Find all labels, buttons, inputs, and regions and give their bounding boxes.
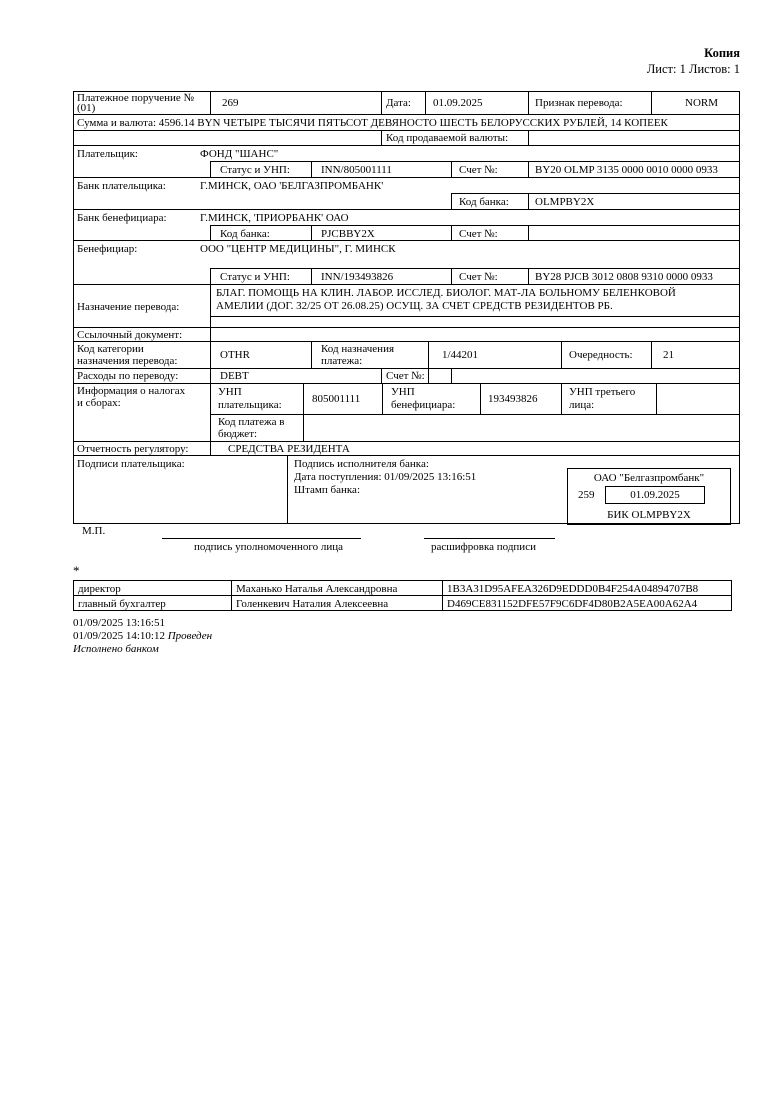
signer-name: Голенкевич Наталия Алексеевна — [232, 596, 443, 611]
payer-name: ФОНД "ШАНС" — [200, 148, 279, 160]
payment-code-value: 1/44201 — [442, 349, 479, 361]
budget-code-label-2: бюджет: — [218, 428, 258, 440]
beneficiary-account: BY28 PJCB 3012 0808 9310 0000 0933 — [535, 271, 713, 283]
date-label: Дата: — [386, 97, 411, 109]
authorized-label: подпись уполномоченного лица — [194, 541, 343, 553]
expenses-label: Расходы по переводу: — [77, 370, 179, 382]
beneficiary-bank-code: PJCBBY2X — [321, 228, 375, 240]
payer-account: BY20 OLMP 3135 0000 0010 0000 0933 — [535, 164, 718, 176]
beneficiary-unp-label-1: УНП — [391, 386, 415, 398]
purpose-line-1: БЛАГ. ПОМОЩЬ НА КЛИН. ЛАБОР. ИССЛЕД. БИОЛОГ. МАТ-ЛА БОЛЬНОМУ БЕЛЕНКОВОЙ — [216, 287, 676, 299]
bank-stamp-label: Штамп банка: — [294, 484, 360, 496]
payer-account-label: Счет №: — [459, 164, 498, 176]
beneficiary-unp-label-2: бенефициара: — [391, 399, 456, 411]
footer-status: Проведен — [167, 630, 213, 642]
order-number: 269 — [222, 97, 239, 109]
beneficiary-status-label: Статус и УНП: — [220, 271, 290, 283]
transfer-sign: NORM — [685, 97, 719, 109]
payer-signatures-label: Подписи плательщика: — [77, 458, 185, 470]
beneficiary-bank: Г.МИНСК, 'ПРИОРБАНК' ОАО — [200, 212, 349, 224]
purpose-label: Назначение перевода: — [77, 301, 180, 313]
transfer-sign-label: Признак перевода: — [535, 97, 623, 109]
payer-bank: Г.МИНСК, ОАО 'БЕЛГАЗПРОМБАНК' — [200, 180, 384, 192]
amount-text: Сумма и валюта: 4596.14 BYN ЧЕТЫРЕ ТЫСЯЧИ ПЯТЬСОТ ДЕВЯНОСТО ШЕСТЬ БЕЛОРУССКИХ РУБЛЕЙ, 14 КОПЕЕК — [77, 117, 668, 129]
footer-status-line — [73, 630, 212, 642]
signer-name: Маханько Наталья Александровна — [232, 581, 443, 596]
authorized-signature-line — [162, 538, 361, 539]
asterisk: * — [73, 563, 80, 578]
ref-doc-label: Ссылочный документ: — [77, 329, 183, 341]
signer-role: директор — [74, 581, 232, 596]
footer-timestamp: 01/09/2025 13:16:51 — [73, 617, 165, 629]
sheet-count: Лист: 1 Листов: 1 — [646, 62, 740, 76]
stamp-bank-name: ОАО "Белгазпромбанк" — [593, 472, 705, 484]
priority-value: 21 — [663, 349, 674, 361]
payment-order-form — [73, 91, 740, 524]
copy-label: Копия — [704, 46, 740, 60]
expenses-account-label: Счет №: — [386, 370, 425, 382]
purpose-line-2: АМЕЛИИ (ДОГ. 32/25 ОТ 26.08.25) ОСУЩ. ЗА СЧЕТ СРЕДСТВ РЕЗИДЕНТОВ РБ. — [216, 300, 613, 312]
tax-info-label-2: и сборах: — [77, 397, 121, 409]
mp-label: М.П. — [82, 525, 106, 537]
beneficiary-name: ООО "ЦЕНТР МЕДИЦИНЫ", Г. МИНСК — [200, 243, 396, 255]
table-row — [74, 596, 732, 611]
tax-info-label-1: Информация о налогах — [77, 385, 186, 397]
table-row — [74, 581, 732, 596]
beneficiary-label: Бенефициар: — [77, 243, 138, 255]
payer-bank-code-label: Код банка: — [459, 196, 509, 208]
beneficiary-bank-code-label: Код банка: — [220, 228, 270, 240]
stamp-number: 259 — [578, 489, 595, 501]
regulator-label: Отчетность регулятору: — [77, 443, 189, 455]
category-label-1: Код категории — [77, 343, 144, 355]
beneficiary-unp: INN/193493826 — [321, 271, 394, 283]
payer-unp-label-1: УНП — [218, 386, 242, 398]
decoding-label: расшифровка подписи — [431, 541, 536, 553]
category-value: OTHR — [220, 349, 250, 361]
category-label-2: назначения перевода: — [77, 355, 178, 367]
third-party-unp-label-1: УНП третьего — [569, 386, 636, 398]
footer-status-time: 01/09/2025 14:10:12 — [73, 630, 165, 642]
tax-beneficiary-unp: 193493826 — [488, 393, 538, 405]
tax-payer-unp: 805001111 — [312, 393, 361, 405]
payment-code-label-1: Код назначения — [321, 343, 395, 355]
payer-unp-label-2: плательщика: — [218, 399, 282, 411]
signer-role: главный бухгалтер — [74, 596, 232, 611]
order-title: Платежное поручение № — [77, 92, 195, 104]
order-date: 01.09.2025 — [433, 97, 483, 109]
third-party-unp-label-2: лица: — [569, 399, 595, 411]
sold-currency-label: Код продаваемой валюты: — [386, 132, 509, 144]
expenses-value: DEBT — [220, 370, 249, 382]
signature-key: 1B3A31D95AFEA326D9EDDD0B4F254A04894707B8 — [443, 581, 732, 596]
payer-unp: INN/805001111 — [321, 164, 392, 176]
stamp-date: 01.09.2025 — [630, 489, 680, 501]
payer-status-label: Статус и УНП: — [220, 164, 290, 176]
regulator-value: СРЕДСТВА РЕЗИДЕНТА — [228, 443, 350, 455]
priority-label: Очередность: — [569, 349, 633, 361]
footer-executed: Исполнено банком — [73, 643, 159, 655]
payer-bank-code: OLMPBY2X — [535, 196, 595, 208]
digital-signatures-table — [73, 580, 732, 611]
payer-bank-label: Банк плательщика: — [77, 180, 166, 192]
payer-label: Плательщик: — [77, 148, 138, 160]
order-code: (01) — [77, 102, 96, 114]
signature-key: D469CE831152DFE57F9C6DF4D80B2A5EA00A62A4 — [443, 596, 732, 611]
executor-signature-label: Подпись исполнителя банка: — [294, 458, 429, 470]
beneficiary-account-label: Счет №: — [459, 271, 498, 283]
beneficiary-bank-label: Банк бенефициара: — [77, 212, 167, 224]
budget-code-label-1: Код платежа в — [218, 416, 285, 428]
payment-code-label-2: платежа: — [321, 355, 363, 367]
stamp-bik: БИК OLMPBY2X — [607, 509, 691, 521]
beneficiary-bank-account-label: Счет №: — [459, 228, 498, 240]
decoding-signature-line — [424, 538, 555, 539]
received-date: Дата поступления: 01/09/2025 13:16:51 — [294, 471, 477, 483]
